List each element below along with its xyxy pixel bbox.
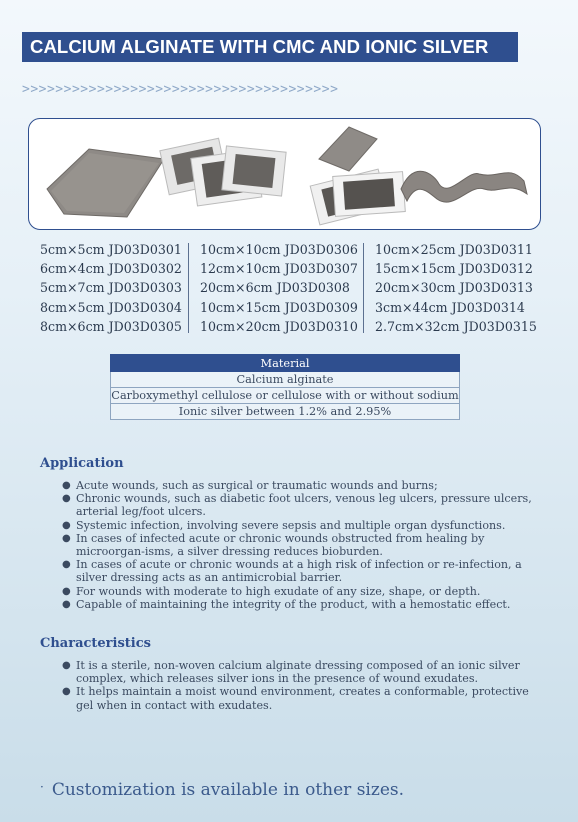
bullet-dot-icon: · [40, 780, 44, 794]
material-row: Carboxymethyl cellulose or cellulose with or without sodium [111, 389, 459, 402]
application-list [62, 479, 532, 611]
product-photo-panel [28, 118, 541, 230]
size-item: 6cm×4cm JD03D0302 [40, 261, 182, 277]
size-item: 12cm×10cm JD03D0307 [200, 261, 358, 277]
size-item: 2.7cm×32cm JD03D0315 [375, 318, 537, 334]
product-photos-image [29, 119, 540, 229]
page-title: CALCIUM ALGINATE WITH CMC AND IONIC SILVER [22, 32, 518, 62]
size-item: 20cm×6cm JD03D0308 [200, 280, 350, 296]
size-item: 8cm×6cm JD03D0305 [40, 318, 182, 334]
list-item: ● Acute wounds, such as surgical or traumatic wounds and burns; [62, 479, 532, 492]
application-heading: Application [40, 456, 124, 471]
size-item: 10cm×10cm JD03D0306 [200, 242, 358, 257]
list-item: ● For wounds with moderate to high exudate of any size, shape, or depth. [62, 585, 532, 598]
column-divider [188, 243, 189, 333]
column-divider [363, 243, 364, 333]
customization-text: Customization is available in other sizes. [51, 780, 405, 800]
size-column-3 [375, 240, 537, 336]
list-item: ● It helps maintain a moist wound environment, creates a conformable, protective gel when in contact with exudates. [62, 685, 532, 711]
size-item: 10cm×25cm JD03D0311 [375, 242, 533, 257]
list-item: ● Systemic infection, involving severe sepsis and multiple organ dysfunctions. [62, 519, 532, 532]
characteristics-list [62, 659, 532, 712]
material-row: Calcium alginate [111, 372, 460, 388]
size-item: 5cm×7cm JD03D0303 [40, 280, 182, 296]
size-item: 10cm×20cm JD03D0310 [200, 318, 358, 334]
list-item: ● It is a sterile, non-woven calcium alginate dressing composed of an ionic silver complex, which releases silver ions in the presence of wound exudates. [62, 659, 532, 685]
customization-note [40, 780, 404, 800]
material-header: Material [111, 355, 460, 372]
size-column-2 [200, 240, 358, 336]
size-item: 5cm×5cm JD03D0301 [40, 242, 182, 257]
list-item: ● In cases of acute or chronic wounds at a high risk of infection or re-infection, a silver dressing acts as an antimicrobial barrier. [62, 558, 532, 584]
arrow-divider: >>>>>>>>>>>>>>>>>>>>>>>>>>>>>>>>>>>>>> [22, 82, 339, 97]
material-table [110, 354, 460, 420]
size-column-1 [40, 240, 182, 336]
size-item: 8cm×5cm JD03D0304 [40, 299, 182, 315]
list-item: ● Chronic wounds, such as diabetic foot ulcers, venous leg ulcers, pressure ulcers, arterial leg/foot ulcers. [62, 492, 532, 518]
size-item: 3cm×44cm JD03D0314 [375, 299, 525, 315]
list-item: ● In cases of infected acute or chronic wounds obstructed from healing by microorgan-isms, a silver dressing reduces bioburden. [62, 532, 532, 558]
size-item: 20cm×30cm JD03D0313 [375, 280, 533, 296]
characteristics-heading: Characteristics [40, 636, 151, 651]
material-row: Ionic silver between 1.2% and 2.95% [111, 404, 460, 420]
list-item: ● Capable of maintaining the integrity of the product, with a hemostatic effect. [62, 598, 532, 611]
size-item: 10cm×15cm JD03D0309 [200, 299, 358, 315]
size-item: 15cm×15cm JD03D0312 [375, 261, 533, 277]
